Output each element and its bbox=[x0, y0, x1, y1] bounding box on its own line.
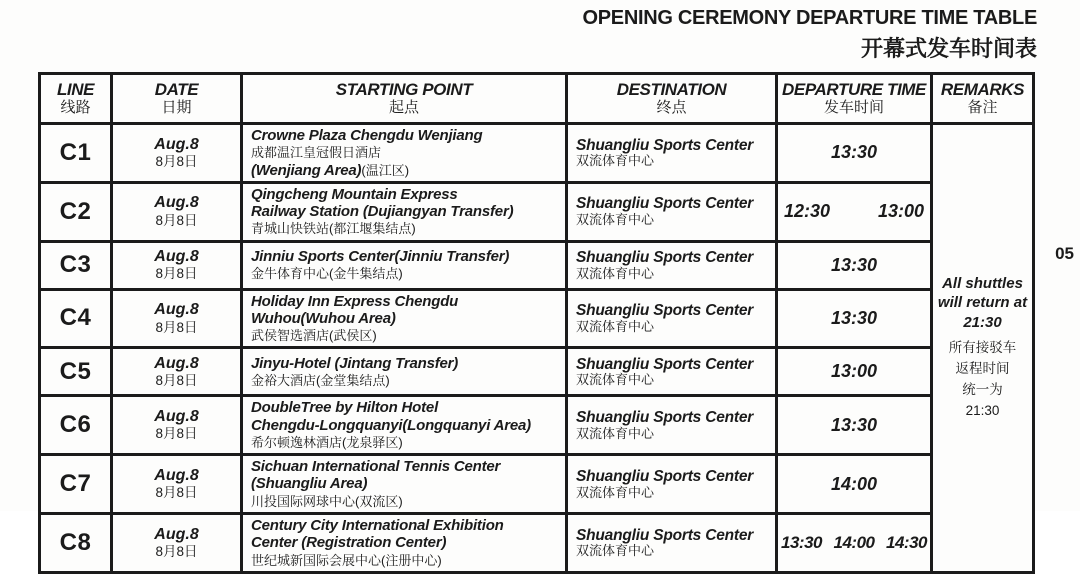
destination-cell bbox=[567, 455, 777, 514]
departure-time-cell bbox=[777, 455, 932, 514]
destination-cell bbox=[567, 396, 777, 455]
starting-point-line bbox=[251, 186, 561, 203]
starting-point-line bbox=[251, 493, 561, 510]
starting-point-line bbox=[251, 434, 561, 451]
destination-english: Shuangliu Sports Center bbox=[576, 408, 754, 426]
starting-point-text: 金裕大酒店(金堂集结点) bbox=[251, 372, 390, 388]
title-english: OPENING CEREMONY DEPARTURE TIME TABLE bbox=[582, 7, 1037, 29]
starting-point-line bbox=[251, 220, 561, 237]
column-header-remarks-zh: 备注 bbox=[967, 99, 998, 117]
starting-point-cell bbox=[242, 241, 567, 289]
line-cell-c1: C1 bbox=[40, 124, 112, 183]
departure-times bbox=[778, 415, 930, 436]
table-header bbox=[40, 74, 1034, 124]
starting-point-cell bbox=[242, 455, 567, 514]
starting-point-cell bbox=[242, 124, 567, 183]
departure-time-value: 14:30 bbox=[886, 532, 927, 552]
destination-chinese: 双流体育中心 bbox=[576, 153, 655, 169]
table-row-c7 bbox=[40, 455, 1034, 514]
remarks-chinese-line: 统一为 bbox=[962, 382, 1003, 398]
departure-time-cell bbox=[777, 289, 932, 348]
date-chinese: 8月8日 bbox=[155, 543, 198, 559]
starting-point-text: Century City International Exhibition bbox=[251, 516, 504, 534]
column-header-departure-time-en: DEPARTURE TIME bbox=[782, 79, 926, 99]
date-english: Aug.8 bbox=[154, 135, 199, 153]
column-header-departure-time bbox=[777, 74, 932, 124]
destination-cell bbox=[567, 348, 777, 396]
column-header-line-zh: 线路 bbox=[60, 99, 91, 117]
departure-times bbox=[778, 201, 930, 222]
date-chinese: 8月8日 bbox=[155, 212, 198, 228]
starting-point-cell bbox=[242, 182, 567, 241]
starting-point-text: Jinyu-Hotel (Jintang Transfer) bbox=[251, 354, 459, 372]
destination-chinese: 双流体育中心 bbox=[576, 425, 655, 441]
page-title bbox=[583, 7, 1038, 63]
starting-point-text: Railway Station (Dujiangyan Transfer) bbox=[251, 203, 514, 221]
starting-point-text: 金牛体育中心(金牛集结点) bbox=[251, 266, 403, 282]
destination-cell bbox=[567, 124, 777, 183]
date-cell bbox=[112, 348, 242, 396]
departure-time-value: 13:30 bbox=[781, 532, 822, 552]
line-cell-c6: C6 bbox=[40, 396, 112, 455]
starting-point-text: DoubleTree by Hilton Hotel bbox=[251, 399, 439, 417]
table-row-c6 bbox=[40, 396, 1034, 455]
starting-point-text: Center (Registration Center) bbox=[251, 534, 447, 552]
starting-point-text: Holiday Inn Express Chengdu bbox=[251, 292, 459, 310]
destination-english: Shuangliu Sports Center bbox=[576, 136, 754, 154]
destination-chinese: 双流体育中心 bbox=[576, 265, 655, 281]
line-cell-c4: C4 bbox=[40, 289, 112, 348]
column-header-line-en: LINE bbox=[56, 79, 95, 99]
starting-point-text: Qingcheng Mountain Express bbox=[251, 185, 458, 203]
column-header-destination-zh: 终点 bbox=[656, 99, 687, 117]
date-chinese: 8月8日 bbox=[155, 485, 198, 501]
destination-cell bbox=[567, 513, 777, 572]
destination-english: Shuangliu Sports Center bbox=[576, 248, 754, 266]
starting-point-line bbox=[251, 475, 561, 492]
column-header-starting-point-zh: 起点 bbox=[388, 99, 419, 117]
departure-time-value: 13:30 bbox=[830, 414, 878, 435]
departure-times bbox=[778, 255, 930, 276]
starting-point-line bbox=[251, 417, 561, 434]
table-row-c8 bbox=[40, 513, 1034, 572]
starting-point-text: Wuhou(Wuhou Area) bbox=[251, 309, 396, 327]
date-english: Aug.8 bbox=[154, 466, 199, 484]
starting-point-text: (Wenjiang Area) bbox=[251, 161, 362, 179]
departure-time-value: 13:30 bbox=[830, 254, 878, 275]
starting-point-text: 世纪城新国际会展中心(注册中心) bbox=[251, 552, 442, 568]
departure-time-cell bbox=[777, 348, 932, 396]
departure-time-value: 13:00 bbox=[830, 361, 878, 382]
line-cell-c3: C3 bbox=[40, 241, 112, 289]
destination-english: Shuangliu Sports Center bbox=[576, 526, 754, 544]
destination-cell bbox=[567, 241, 777, 289]
date-chinese: 8月8日 bbox=[155, 266, 198, 282]
departure-time-value: 13:00 bbox=[877, 201, 924, 222]
date-cell bbox=[112, 513, 242, 572]
departure-time-cell bbox=[777, 182, 932, 241]
starting-point-line bbox=[251, 517, 561, 534]
departure-time-value: 14:00 bbox=[833, 532, 875, 552]
date-english: Aug.8 bbox=[154, 354, 199, 372]
column-header-destination-en: DESTINATION bbox=[616, 79, 727, 99]
departure-time-value: 12:30 bbox=[784, 201, 831, 222]
page-number: 05 bbox=[1055, 244, 1074, 263]
departure-time-cell bbox=[777, 241, 932, 289]
destination-english: Shuangliu Sports Center bbox=[576, 355, 754, 373]
starting-point-line bbox=[251, 355, 561, 372]
destination-chinese: 双流体育中心 bbox=[576, 484, 655, 500]
starting-point-text: (Shuangliu Area) bbox=[251, 475, 368, 493]
column-header-starting-point-en: STARTING POINT bbox=[335, 79, 473, 99]
starting-point-line bbox=[251, 552, 561, 569]
date-cell bbox=[112, 396, 242, 455]
starting-point-cell bbox=[242, 348, 567, 396]
starting-point-line bbox=[251, 248, 561, 265]
departure-time-value: 13:30 bbox=[830, 142, 878, 163]
date-cell bbox=[112, 182, 242, 241]
table-row-c5 bbox=[40, 348, 1034, 396]
column-header-line bbox=[40, 74, 112, 124]
column-header-date bbox=[112, 74, 242, 124]
departure-time-cell bbox=[777, 396, 932, 455]
starting-point-line bbox=[251, 534, 561, 551]
line-cell-c7: C7 bbox=[40, 455, 112, 514]
starting-point-line bbox=[251, 310, 561, 327]
date-english: Aug.8 bbox=[154, 525, 199, 543]
date-cell bbox=[112, 124, 242, 183]
destination-cell bbox=[567, 182, 777, 241]
column-header-destination bbox=[567, 74, 777, 124]
line-cell-c8: C8 bbox=[40, 513, 112, 572]
line-cell-c5: C5 bbox=[40, 348, 112, 396]
destination-chinese: 双流体育中心 bbox=[576, 318, 655, 334]
column-header-starting-point bbox=[242, 74, 567, 124]
date-chinese: 8月8日 bbox=[155, 372, 198, 388]
departure-timetable bbox=[38, 72, 1035, 574]
remarks-chinese-line: 21:30 bbox=[965, 403, 1000, 419]
departure-times bbox=[778, 142, 930, 163]
starting-point-line bbox=[251, 265, 561, 282]
column-header-remarks-en: REMARKS bbox=[940, 79, 1025, 99]
departure-time-value: 14:00 bbox=[830, 473, 878, 494]
table-body bbox=[40, 124, 1034, 573]
starting-point-text: (温江区) bbox=[361, 162, 410, 178]
date-cell bbox=[112, 241, 242, 289]
table-row-c3 bbox=[40, 241, 1034, 289]
starting-point-line bbox=[251, 293, 561, 310]
column-header-date-en: DATE bbox=[154, 79, 199, 99]
column-header-remarks bbox=[932, 74, 1034, 124]
destination-english: Shuangliu Sports Center bbox=[576, 467, 754, 485]
starting-point-text: Chengdu-Longquanyi(Longquanyi Area) bbox=[251, 416, 531, 434]
starting-point-text: 成都温江皇冠假日酒店 bbox=[251, 145, 382, 161]
starting-point-text: Jinniu Sports Center(Jinniu Transfer) bbox=[251, 247, 510, 265]
date-english: Aug.8 bbox=[154, 408, 199, 425]
column-header-departure-time-zh: 发车时间 bbox=[823, 99, 884, 117]
starting-point-cell bbox=[242, 396, 567, 455]
line-cell-c2: C2 bbox=[40, 182, 112, 241]
date-chinese: 8月8日 bbox=[155, 154, 198, 169]
starting-point-text: 青城山快铁站(都江堰集结点) bbox=[251, 221, 416, 237]
table-row-c1 bbox=[40, 124, 1034, 183]
starting-point-text: 川投国际网球中心(双流区) bbox=[251, 493, 403, 509]
starting-point-line bbox=[251, 203, 561, 220]
starting-point-line bbox=[251, 399, 561, 416]
starting-point-line bbox=[251, 127, 561, 144]
table-row-c2 bbox=[40, 182, 1034, 241]
header-row bbox=[40, 74, 1034, 124]
destination-english: Shuangliu Sports Center bbox=[576, 195, 754, 213]
starting-point-line bbox=[251, 162, 561, 179]
departure-times bbox=[778, 361, 930, 382]
starting-point-line bbox=[251, 327, 561, 344]
starting-point-cell bbox=[242, 513, 567, 572]
destination-chinese: 双流体育中心 bbox=[576, 543, 655, 559]
starting-point-text: Crowne Plaza Chengdu Wenjiang bbox=[251, 127, 483, 144]
destination-chinese: 双流体育中心 bbox=[576, 372, 655, 388]
remarks-english: All shuttles will return at 21:30 bbox=[937, 274, 1028, 331]
remarks-chinese-line: 返程时间 bbox=[955, 361, 1010, 377]
departure-time-cell bbox=[777, 124, 932, 183]
destination-cell bbox=[567, 289, 777, 348]
departure-times bbox=[778, 474, 930, 495]
date-chinese: 8月8日 bbox=[155, 319, 198, 335]
table-row-c4 bbox=[40, 289, 1034, 348]
date-cell bbox=[112, 289, 242, 348]
title-chinese: 开幕式发车时间表 bbox=[860, 36, 1037, 61]
departure-times bbox=[778, 533, 930, 553]
date-english: Aug.8 bbox=[154, 194, 199, 212]
remarks-cell bbox=[932, 124, 1034, 573]
starting-point-line bbox=[251, 144, 561, 161]
destination-english: Shuangliu Sports Center bbox=[576, 302, 754, 320]
starting-point-line bbox=[251, 372, 561, 389]
departure-time-value: 13:30 bbox=[830, 307, 878, 328]
date-cell bbox=[112, 455, 242, 514]
date-english: Aug.8 bbox=[154, 247, 199, 265]
starting-point-text: Sichuan International Tennis Center bbox=[251, 458, 501, 476]
remarks-chinese-line: 所有接驳车 bbox=[948, 340, 1017, 356]
column-header-date-zh: 日期 bbox=[161, 99, 192, 117]
starting-point-cell bbox=[242, 289, 567, 348]
destination-chinese: 双流体育中心 bbox=[576, 212, 655, 228]
departure-times bbox=[778, 308, 930, 329]
date-chinese: 8月8日 bbox=[155, 426, 198, 442]
starting-point-line bbox=[251, 458, 561, 475]
departure-time-cell bbox=[777, 513, 932, 572]
date-english: Aug.8 bbox=[154, 301, 199, 319]
starting-point-text: 希尔顿逸林酒店(龙泉驿区) bbox=[251, 434, 403, 450]
starting-point-text: 武侯智选酒店(武侯区) bbox=[251, 328, 377, 344]
